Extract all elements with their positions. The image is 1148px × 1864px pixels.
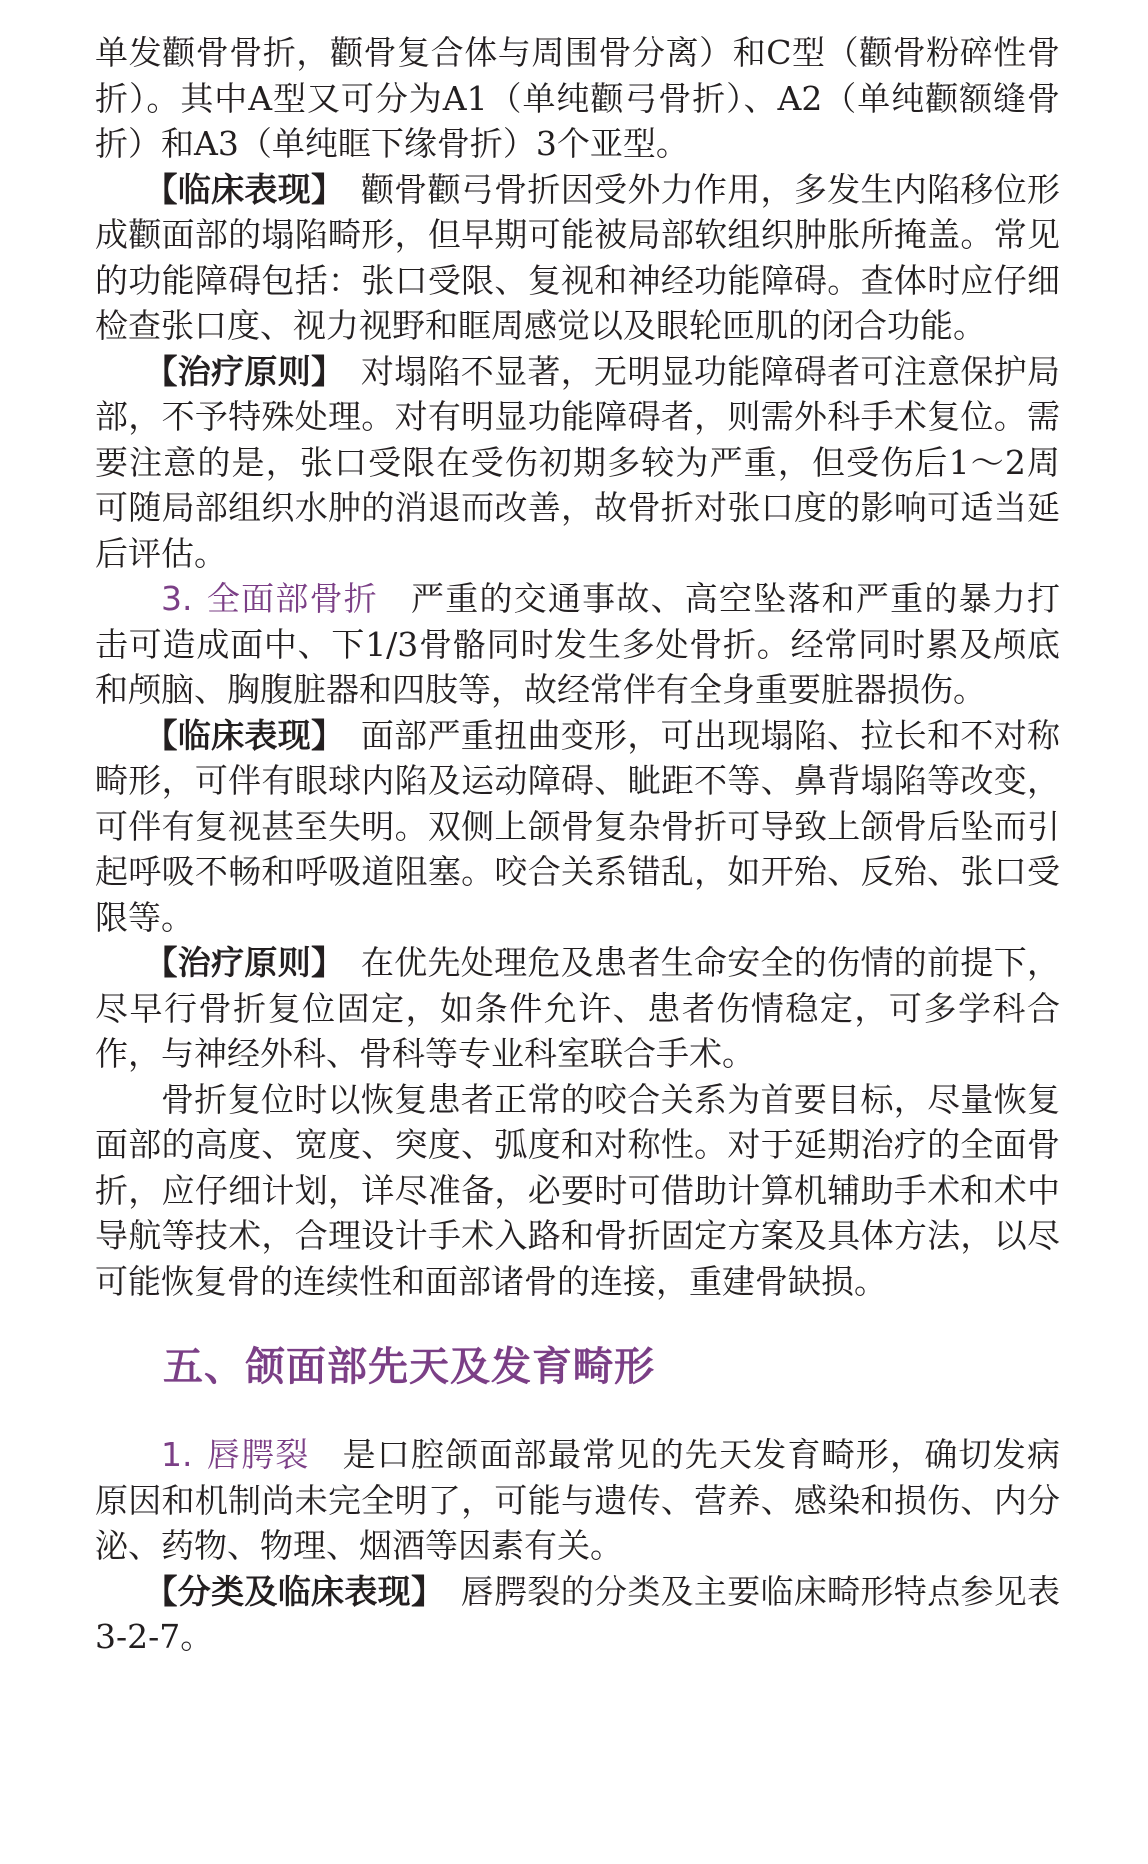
paragraph-panfacial-intro bbox=[95, 576, 1060, 713]
paragraph-panfacial-clinical bbox=[95, 713, 1060, 941]
subheading-number-2: 1. bbox=[161, 1435, 193, 1474]
subheading-text: 全面部骨折 bbox=[205, 579, 379, 618]
paragraph-cleft-classification bbox=[95, 1569, 1060, 1660]
text-cleft-classification: 唇腭裂的分类及主要临床畸形特点参见表3-2-7。 bbox=[95, 1571, 1061, 1656]
subheading-cleft bbox=[161, 1435, 310, 1474]
label-clinical-presentation-2: 【临床表现】 bbox=[144, 715, 345, 755]
text-zygoma-clinical: 颧骨颧弓骨折因受外力作用，多发生内陷移位形成颧面部的塌陷畸形，但早期可能被局部软组织肿胀所掩盖。常见的功能障碍包括：张口受限、复视和神经功能障碍。查体时应仔细检查张口度、视力视野和眶周感觉以及眼轮匝肌的闭合功能。 bbox=[95, 169, 1061, 345]
paragraph-panfacial-treatment bbox=[95, 940, 1060, 1077]
text-cleft-intro: 是口腔颌面部最常见的先天发育畸形，确切发病原因和机制尚未完全明了，可能与遗传、营养、感染和损伤、内分泌、药物、物理、烟酒等因素有关。 bbox=[95, 1435, 1061, 1565]
text-panfacial-treatment: 在优先处理危及患者生命安全的伤情的前提下，尽早行骨折复位固定，如条件允许、患者伤情稳定，可多学科合作，与神经外科、骨科等专业科室联合手术。 bbox=[95, 943, 1061, 1073]
subheading-text-2: 唇腭裂 bbox=[205, 1435, 310, 1474]
label-clinical-presentation: 【临床表现】 bbox=[144, 169, 345, 209]
text-zygoma-treatment: 对塌陷不显著，无明显功能障碍者可注意保护局部，不予特殊处理。对有明显功能障碍者，则需外科手术复位。需要注意的是，张口受限在受伤初期多较为严重，但受伤后1～2周可随局部组织水肿的消退而改善，故骨折对张口度的影响可适当延后评估。 bbox=[95, 351, 1061, 573]
document-page bbox=[95, 30, 1060, 1660]
paragraph-fracture-types: 单发颧骨骨折，颧骨复合体与周围骨分离）和C型（颧骨粉碎性骨折）。其中A型又可分为A1（单纯颧弓骨折）、A2（单纯颧额缝骨折）和A3（单纯眶下缘骨折）3个亚型。 bbox=[95, 33, 1060, 163]
label-treatment-principle-2: 【治疗原则】 bbox=[144, 943, 345, 982]
paragraph-reduction-goals: 骨折复位时以恢复患者正常的咬合关系为首要目标，尽量恢复面部的高度、宽度、突度、弧度和对称性。对于延期治疗的全面骨折，应仔细计划，详尽准备，必要时可借助计算机辅助手术和术中导航等技术，合理设计手术入路和骨折固定方案及具体方法，以尽可能恢复骨的连续性和面部诸骨的连接，重建骨缺损。 bbox=[95, 1079, 1060, 1301]
section-title: 五、颌面部先天及发育畸形 bbox=[163, 1343, 655, 1390]
paragraph-cleft-intro bbox=[95, 1432, 1060, 1569]
label-classification-clinical: 【分类及临床表现】 bbox=[144, 1571, 445, 1611]
paragraph-zygoma-treatment bbox=[95, 349, 1060, 577]
subheading-panfacial-fracture bbox=[161, 579, 378, 618]
paragraph-zygoma-clinical bbox=[95, 167, 1060, 349]
label-treatment-principle: 【治疗原则】 bbox=[144, 351, 345, 391]
text-panfacial-intro: 严重的交通事故、高空坠落和严重的暴力打击可造成面中、下1/3骨骼同时发生多处骨折。经常同时累及颅底和颅脑、胸腹脏器和四肢等，故经常伴有全身重要脏器损伤。 bbox=[95, 579, 1061, 709]
subheading-number: 3. bbox=[161, 579, 193, 618]
text-panfacial-clinical: 面部严重扭曲变形，可出现塌陷、拉长和不对称畸形，可伴有眼球内陷及运动障碍、眦距不等、鼻背塌陷等改变，可伴有复视甚至失明。双侧上颌骨复杂骨折可导致上颌骨后坠而引起呼吸不畅和呼吸道阻塞。咬合关系错乱，如开殆、反殆、张口受限等。 bbox=[95, 715, 1061, 937]
